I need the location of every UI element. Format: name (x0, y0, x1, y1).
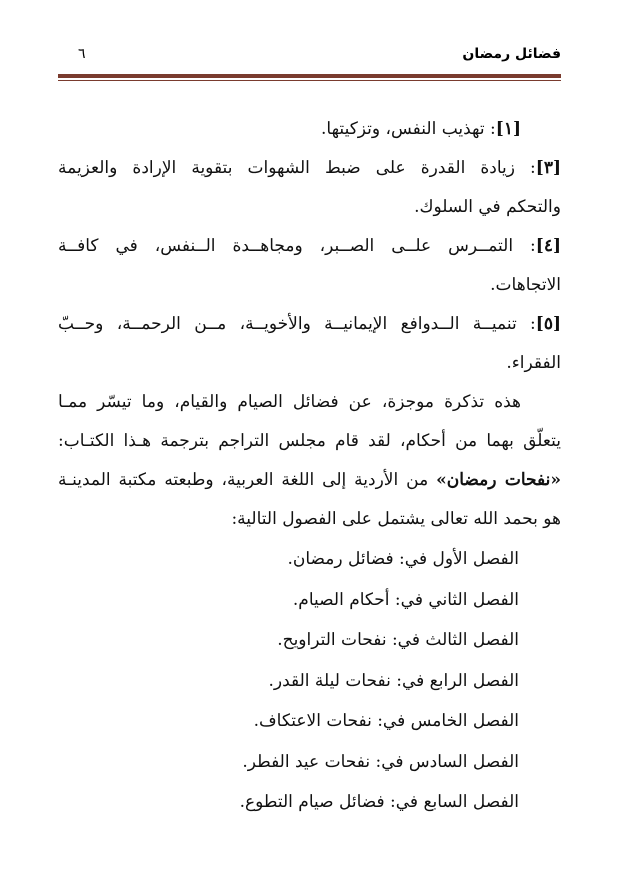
running-title: فضائل رمضان (462, 46, 561, 62)
item-text: : التمــرس علــى الصــبر، ومجاهــدة الــنفس، في كافــة (58, 236, 536, 256)
chapter-item: الفصل الخامس في: نفحات الاعتكاف. (253, 711, 519, 731)
list-item (58, 227, 561, 266)
paragraph-line: والتحكم في السلوك. (414, 197, 561, 217)
chapter-item: الفصل الثالث في: نفحات التراويح. (277, 630, 519, 650)
paragraph-line: الفقراء. (506, 353, 561, 373)
list-item (58, 305, 561, 344)
chapter-item: الفصل الثاني في: أحكام الصيام. (292, 589, 519, 610)
chapter-list (58, 539, 561, 823)
item-text: : تنميــة الــدوافع الإيمانيــة والأخويــة، مــن الرحمــة، وحــبّ (58, 314, 536, 334)
page-number: ٦ (78, 46, 86, 62)
paragraph-text: من الأردية إلى اللغة العربية، وطبعته مكتبة المدينـة (58, 470, 437, 490)
item-number: [١] (495, 119, 521, 139)
paragraph-line: هو بحمد الله تعالى يشتمل على الفصول التالية: (231, 509, 561, 529)
paragraph-line: هذه تذكرة موجزة، عن فضائل الصيام والقيام، وما تيسّر ممـا (58, 392, 521, 412)
book-title: «نفحات رمضان» (436, 470, 561, 490)
item-number: [٥] (535, 314, 561, 334)
paragraph-line (58, 461, 561, 500)
header-rule-thick (58, 74, 561, 78)
list-item (58, 110, 561, 149)
item-number: [٤] (535, 236, 561, 256)
paragraph-line: يتعلّق بهما من أحكام، لقد قام مجلس التراجم بترجمة هـذا الكتـاب: (58, 431, 561, 451)
chapter-item: الفصل الأول في: فضائل رمضان. (287, 549, 519, 569)
header-rule-thin (58, 80, 561, 81)
chapter-item: الفصل السابع في: فضائل صيام التطوع. (239, 792, 519, 812)
list-item (58, 149, 561, 188)
chapter-item: الفصل الرابع في: نفحات ليلة القدر. (268, 670, 519, 691)
page-body (58, 110, 561, 823)
item-number: [٣] (535, 158, 561, 178)
chapter-item: الفصل السادس في: نفحات عيد الفطر. (242, 751, 519, 772)
item-text: : زيادة القدرة على ضبط الشهوات بتقوية الإرادة والعزيمة (58, 158, 536, 178)
page-header (58, 44, 561, 68)
item-text: : تهذيب النفس، وتزكيتها. (321, 119, 496, 139)
paragraph-line: الاتجاهات. (490, 275, 561, 295)
